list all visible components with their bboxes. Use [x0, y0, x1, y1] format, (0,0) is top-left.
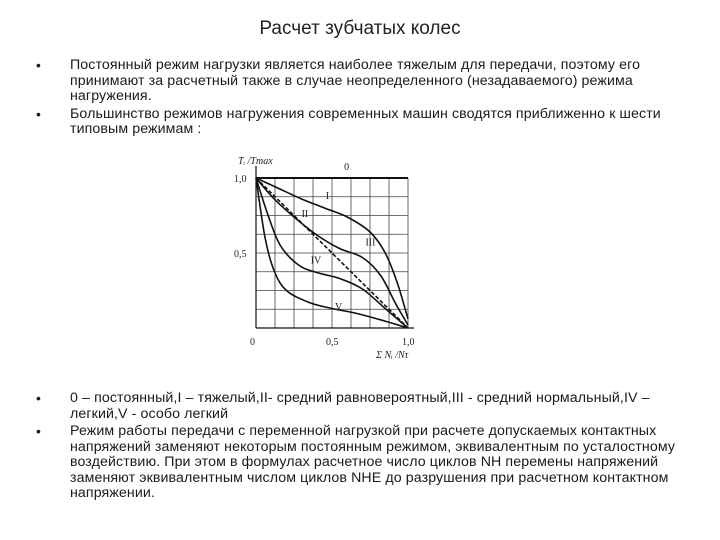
series-label-IV: IV	[310, 255, 322, 267]
series-line-I	[256, 178, 408, 319]
bullet-item: • 0 – постоянный,I – тяжелый,II- средний равновероятный,III - средний нормальный,IV – легкий,V - особо легкий	[36, 391, 676, 422]
y-tick-label: 0,5	[234, 249, 247, 260]
x-tick-label: 0,5	[326, 337, 339, 348]
bottom-bullet-list	[36, 391, 676, 504]
bullet-item: • Режим работы передачи с переменной нагрузкой при расчете допускаемых контактных напряжений заменяют некоторым постоянным режимом, эквивалентным по усталостному воздействию. При этом в формулах расчетное число циклов NH перемены напряжений заменяют эквивалентным числом циклов NHE до разрушения при расчетном контактном напряжении.	[36, 424, 676, 502]
y-tick-label: 1,0	[234, 174, 247, 185]
y-axis-label: Tᵢ /Tmax	[238, 156, 273, 167]
series-line-II	[256, 178, 408, 328]
bullet-item: • Постоянный режим нагрузки является наиболее тяжелым для передачи, поэтому его принимают за расчетный также в случае неопределенного (незадаваемого) режима нагружения.	[36, 58, 676, 105]
series-label-III: III	[365, 237, 376, 249]
top-bullet-list	[36, 58, 676, 140]
series-label-V: V	[335, 302, 343, 313]
series-label-II: II	[301, 209, 309, 220]
series-line-III	[256, 178, 408, 325]
x-axis-label: Σ Nᵢ /Nτ	[376, 350, 409, 361]
slide-title: Расчет зубчатых колес	[259, 18, 461, 39]
bullet-item: • Большинство режимов нагружения современных машин сводятся приближенно к шести типовым режимам :	[36, 107, 676, 138]
series-label-0: 0	[344, 162, 350, 173]
series-line-V	[256, 178, 408, 328]
x-tick-label: 1,0	[402, 337, 415, 348]
series-line-IV	[256, 178, 408, 328]
x-tick-label: 0	[250, 337, 255, 348]
series-label-I: I	[325, 191, 330, 202]
